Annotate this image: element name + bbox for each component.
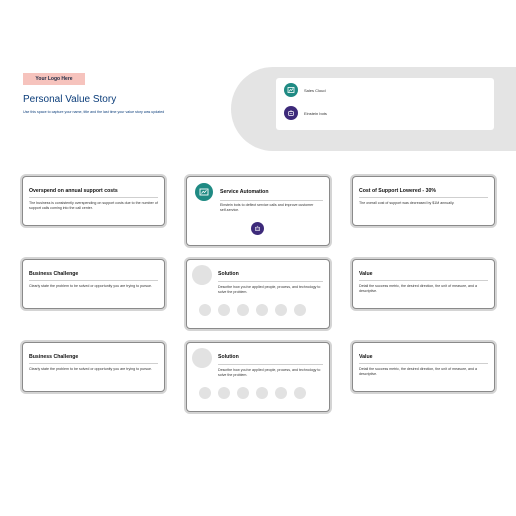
card-body: Describe how you've applied people, process, and technology to solve the problem. — [218, 368, 321, 378]
product-icon-placeholder — [256, 387, 268, 399]
card-value[interactable] — [352, 342, 495, 392]
product-icon-placeholder — [237, 304, 249, 316]
product-sales-cloud[interactable] — [284, 83, 326, 97]
products-card — [276, 78, 494, 130]
product-icon-placeholder — [256, 304, 268, 316]
page-title: Personal Value Story — [23, 94, 117, 105]
product-icon-placeholder — [294, 304, 306, 316]
product-icon-placeholder — [199, 387, 211, 399]
product-icon-placeholder — [275, 304, 287, 316]
solution-image-placeholder — [192, 348, 212, 368]
product-label: Einstein bots — [304, 110, 327, 116]
card-divider — [218, 281, 323, 282]
card-body: Detail the success metric, the desired direction, the unit of measure, and a descriptive. — [359, 367, 478, 377]
card-title: Overspend on annual support costs — [29, 188, 118, 194]
card-body: Einstein bots to deflect service calls and improve customer self-service. — [220, 203, 314, 213]
card-solution[interactable] — [186, 259, 330, 329]
sales-cloud-icon — [284, 83, 298, 97]
einstein-bot-icon — [251, 222, 264, 235]
card-title: Value — [359, 271, 373, 277]
product-icon-placeholders — [199, 387, 306, 399]
card-title: Business Challenge — [29, 271, 79, 277]
product-icon-placeholder — [218, 387, 230, 399]
logo-placeholder: Your Logo Here — [23, 73, 85, 85]
einstein-bot-icon — [284, 106, 298, 120]
card-overspend[interactable] — [22, 176, 165, 226]
card-body: Detail the success metric, the desired direction, the unit of measure, and a descriptive. — [359, 284, 478, 294]
card-title: Cost of Support Lowered - 30% — [359, 188, 436, 194]
product-icon-placeholders — [199, 304, 306, 316]
card-title: Solution — [218, 354, 239, 360]
card-body: Clearly state the problem to be solved or opportunity you are trying to pursue. — [29, 367, 153, 371]
card-divider — [218, 364, 323, 365]
card-business-challenge[interactable] — [22, 259, 165, 309]
product-icon-placeholder — [294, 387, 306, 399]
card-body: Describe how you've applied people, process, and technology to solve the problem. — [218, 285, 321, 295]
card-cost-lowered[interactable] — [352, 176, 495, 226]
service-automation-icon — [195, 183, 213, 201]
product-einstein-bots[interactable] — [284, 106, 327, 120]
product-label: Sales Cloud — [304, 87, 326, 93]
card-value[interactable] — [352, 259, 495, 309]
card-service-automation[interactable] — [186, 176, 330, 246]
card-title: Solution — [218, 271, 239, 277]
card-title: Value — [359, 354, 373, 360]
product-icon-placeholder — [199, 304, 211, 316]
card-business-challenge[interactable] — [22, 342, 165, 392]
card-body: Clearly state the problem to be solved or opportunity you are trying to pursue. — [29, 284, 153, 288]
product-icon-placeholder — [218, 304, 230, 316]
card-divider — [220, 200, 323, 201]
page-subtitle: Use this space to capture your name, title and the last time your value story was updated — [23, 110, 165, 114]
product-icon-placeholder — [237, 387, 249, 399]
card-body: The business is consistently overspending on support costs due to the number of support calls coming into the call center. — [29, 201, 158, 211]
product-icon-placeholder — [275, 387, 287, 399]
card-title: Business Challenge — [29, 354, 79, 360]
card-body: The overall cost of support was decreased by $1M annually. — [359, 201, 455, 205]
card-title: Service Automation — [220, 189, 269, 195]
card-solution[interactable] — [186, 342, 330, 412]
solution-image-placeholder — [192, 265, 212, 285]
